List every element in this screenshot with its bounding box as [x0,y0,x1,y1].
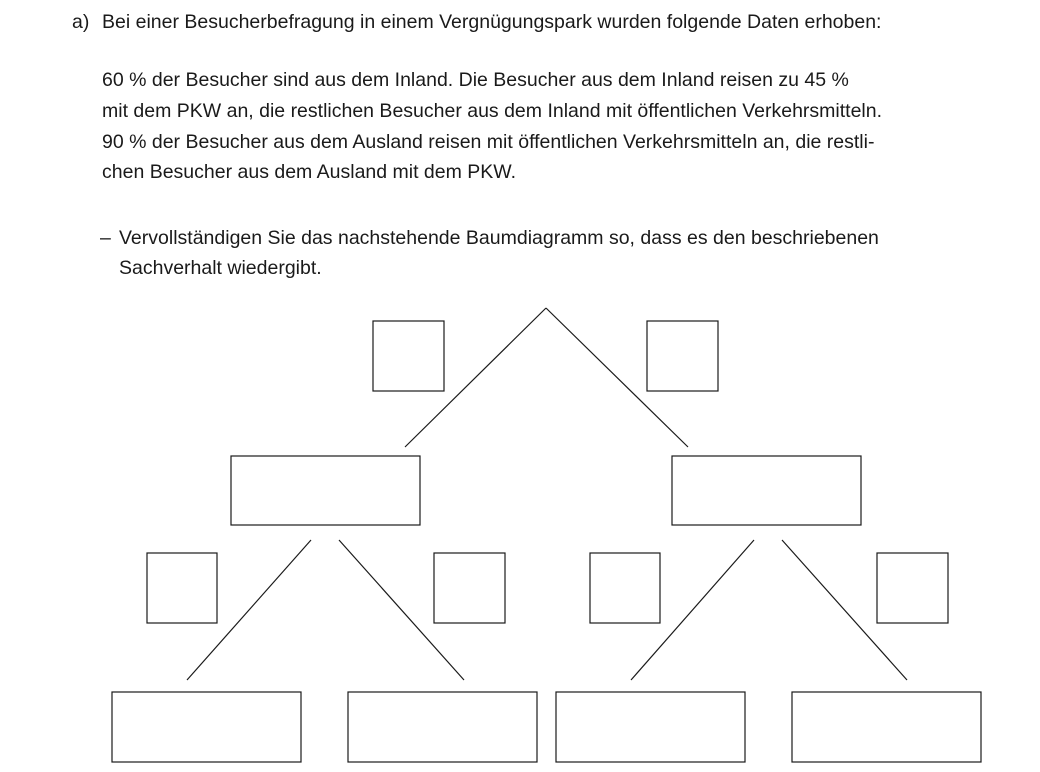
instruction-dash: – [100,227,111,249]
instruction-line-2: Sachverhalt wiedergibt. [119,257,322,279]
outcome-box-leaf-4[interactable] [792,692,981,762]
instruction-line-1: Vervollständigen Sie das nachstehende Baumdiagramm so, dass es den beschriebenen [119,227,879,249]
probability-box-inland-right[interactable] [434,553,505,623]
outcome-box-leaf-2[interactable] [348,692,537,762]
intro-text: Bei einer Besucherbefragung in einem Vergnügungspark wurden folgende Daten erhoben: [102,11,882,33]
paragraph-line-3: 90 % der Besucher aus dem Ausland reisen mit öffentlichen Verkehrsmitteln an, die restli- [102,131,875,153]
paragraph-line-2: mit dem PKW an, die restlichen Besucher aus dem Inland mit öffentlichen Verkehrsmitteln. [102,100,883,122]
probability-box-inland[interactable] [373,321,444,391]
outcome-box-ausland[interactable] [672,456,861,525]
probability-box-ausland[interactable] [647,321,718,391]
task-label: a) [72,11,90,33]
probability-box-inland-left[interactable] [147,553,217,623]
paragraph-line-1: 60 % der Besucher sind aus dem Inland. Die Besucher aus dem Inland reisen zu 45 % [102,69,849,91]
paragraph-line-4: chen Besucher aus dem Ausland mit dem PKW. [102,161,517,183]
outcome-box-inland[interactable] [231,456,420,525]
probability-box-ausland-right[interactable] [877,553,948,623]
probability-box-ausland-left[interactable] [590,553,660,623]
outcome-box-leaf-1[interactable] [112,692,301,762]
outcome-box-leaf-3[interactable] [556,692,745,762]
